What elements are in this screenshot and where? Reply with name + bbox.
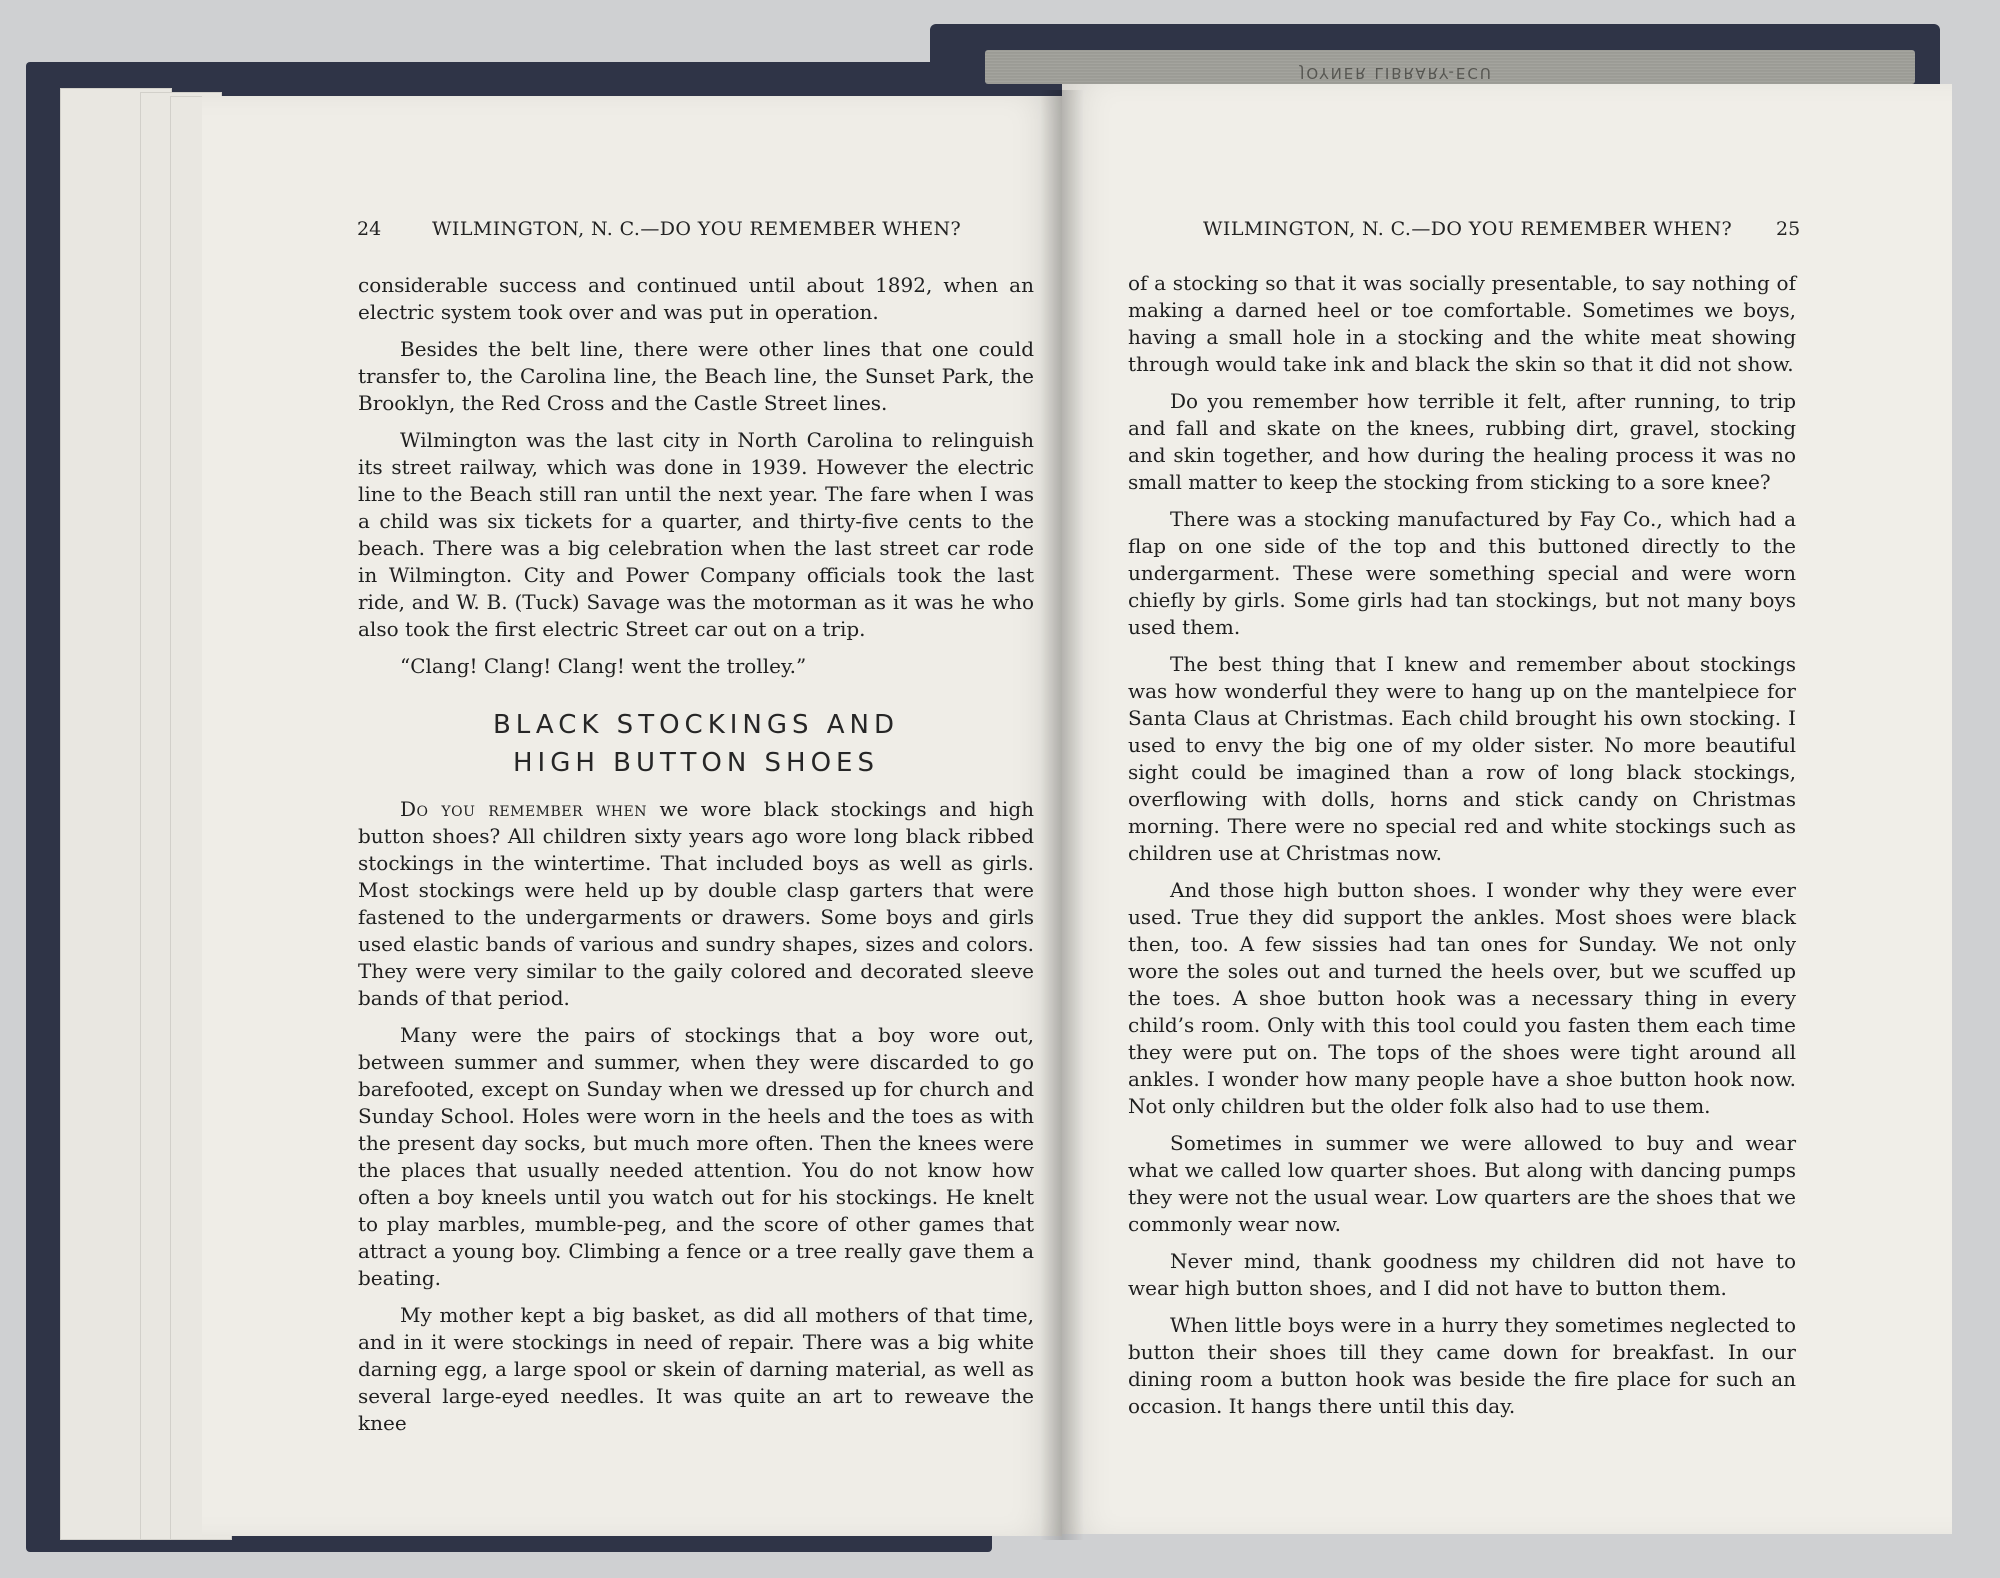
page-number-right: 25	[1776, 218, 1801, 240]
paragraph: And those high button shoes. I wonder why they were ever used. True they did support the ankles. Most shoes were black then, too. A few sissies had tan ones for Sunday. We not only wore the soles out and turned the heels over, but we scuffed up the toes. A shoe button hook was a necessary thing in every child’s room. Only with this tool could you fasten them each time they were put on. The tops of the shoes were tight around all ankles. I wonder how many people have a shoe button hook now. Not only children but the older folk also had to use them.	[1128, 878, 1796, 1118]
paragraph: considerable success and continued until about 1892, when an electric system took over and was put in operation.	[358, 273, 1034, 324]
paragraph: There was a stocking manufactured by Fay Co., which had a flap on one side of the top and this buttoned directly to the undergarment. These were something special and were worn chiefly by girls. Some girls had tan stockings, but not many boys used them.	[1128, 507, 1796, 639]
paragraph-text: we wore black stockings and high button shoes? All children sixty years ago wore long black ribbed stockings in the wintertime. That included boys as well as girls. Most stockings were held up by double clasp garters that were fastened to the undergarments or drawers. Some boys and girls used elastic bands of various and sundry shapes, sizes and colors. They were very similar to the gaily colored and decorated sleeve bands of that period.	[358, 797, 1034, 1010]
section-heading-line: BLACK STOCKINGS AND	[492, 710, 900, 740]
page-number-left: 24	[357, 218, 382, 240]
paragraph: Sometimes in summer we were allowed to buy and wear what we called low quarter shoes. But along with dancing pumps they were not the usual wear. Low quarters are the shoes that we commonly wear now.	[1128, 1131, 1796, 1236]
section-heading-line: HIGH BUTTON SHOES	[513, 748, 879, 778]
running-head-right: WILMINGTON, N. C.—DO YOU REMEMBER WHEN?	[1203, 218, 1733, 240]
library-stamp: JOYNER LIBRARY-ECU	[1300, 64, 1493, 82]
paragraph: Many were the pairs of stockings that a boy wore out, between summer and summer, when they were discarded to go barefooted, except on Sunday when we dressed up for church and Sunday School. Holes were worn in the heels and the toes as with the present day socks, but much more often. Then the knees were the places that usually needed attention. You do not know how often a boy kneels until you watch out for his stockings. He knelt to play marbles, mumble-peg, and the score of other games that attract a young boy. Climbing a fence or a tree really gave them a beating.	[358, 1023, 1034, 1290]
paragraph: My mother kept a big basket, as did all mothers of that time, and in it were stockings in need of repair. There was a big white darning egg, a large spool or skein of darning material, as well as several large-eyed needles. It was quite an art to reweave the knee	[358, 1303, 1034, 1435]
left-page-text	[358, 272, 1034, 1447]
paragraph: Wilmington was the last city in North Carolina to relinguish its street railway, which was done in 1939. However the electric line to the Beach still ran until the next year. The fare when I was a child was six tickets for a quarter, and thirty-five cents to the beach. There was a big celebration when the last street car rode in Wilmington. City and Power Company officials took the last ride, and W. B. (Tuck) Savage was the motorman as it was he who also took the first electric Street car out on a trip.	[358, 428, 1034, 641]
paragraph	[358, 796, 1034, 1012]
section-heading	[358, 706, 1034, 782]
book-gutter	[1040, 90, 1084, 1540]
paragraph: When little boys were in a hurry they sometimes neglected to button their shoes till they came down for breakfast. In our dining room a button hook was beside the fire place for such an occasion. It hangs there until this day.	[1128, 1313, 1796, 1418]
paragraph: The best thing that I knew and remember about stockings was how wonderful they were to hang up on the mantelpiece for Santa Claus at Christmas. Each child brought his own stocking. I used to envy the big one of my older sister. No more beautiful sight could be imagined than a row of long black stockings, overflowing with dolls, horns and stick candy on Christmas morning. There were no special red and white stockings such as children use at Christmas now.	[1128, 652, 1796, 865]
paragraph: Do you remember how terrible it felt, after running, to trip and fall and skate on the knees, rubbing dirt, gravel, stocking and skin together, and how during the healing process it was no small matter to keep the stocking from sticking to a sore knee?	[1128, 389, 1796, 494]
paragraph: “Clang! Clang! Clang! went the trolley.”	[400, 654, 807, 678]
right-page-text	[1128, 270, 1796, 1430]
paragraph: Besides the belt line, there were other lines that one could transfer to, the Carolina line, the Beach line, the Sunset Park, the Brooklyn, the Red Cross and the Castle Street lines.	[358, 337, 1034, 415]
running-head-left: WILMINGTON, N. C.—DO YOU REMEMBER WHEN?	[432, 218, 962, 240]
paragraph: Never mind, thank goodness my children did not have to wear high button shoes, and I did not have to button them.	[1128, 1249, 1796, 1300]
section-lead: Do you remember when	[400, 797, 648, 821]
paragraph: of a stocking so that it was socially presentable, to say nothing of making a darned heel or toe comfortable. Sometimes we boys, having a small hole in a stocking and the white meat showing through would take ink and black the skin so that it did not show.	[1128, 271, 1796, 376]
